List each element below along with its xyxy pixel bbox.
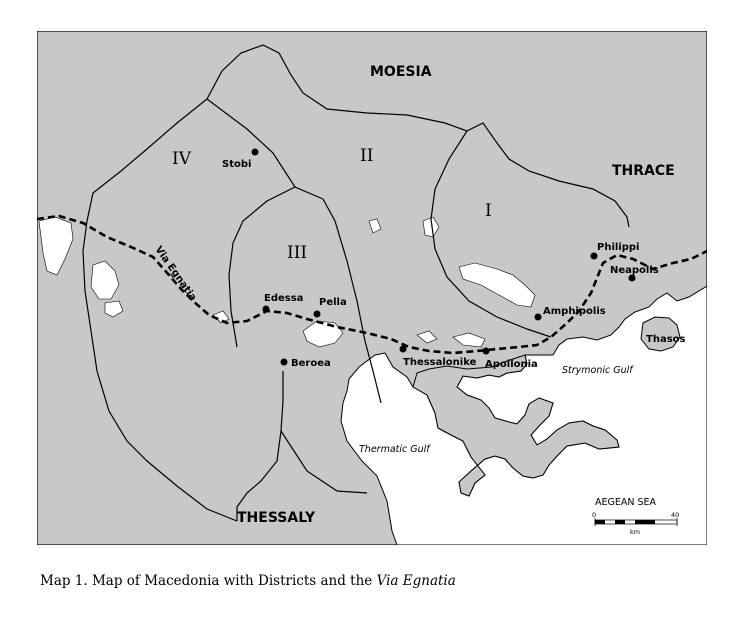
sea-label-aegean: AEGEAN SEA [595, 497, 657, 508]
beroea-marker [281, 359, 288, 366]
island-label-thasos: Thasos [646, 334, 686, 345]
district-label-2: II [360, 146, 374, 166]
caption-prefix: Map 1. Map of Macedonia with Districts and the [40, 573, 377, 589]
district-label-4: IV [172, 149, 191, 169]
scale-label-unit: km [630, 528, 641, 536]
apollonia-marker [483, 348, 490, 355]
region-label-thessaly: THESSALY [237, 510, 316, 526]
region-label-thrace: THRACE [612, 163, 675, 179]
stobi-marker [252, 149, 259, 156]
map-caption [40, 573, 456, 589]
scale-label-min: 0 [592, 511, 597, 519]
city-label-stobi: Stobi [222, 159, 252, 170]
city-label-apollonia: Apollonia [485, 359, 538, 370]
city-label-neapolis: Neapolis [610, 265, 659, 276]
thessalonike-marker [400, 346, 407, 353]
gulf-label-thermatic: Thermatic Gulf [359, 444, 430, 455]
macedonia-map [37, 31, 707, 545]
district-label-3: III [287, 243, 308, 263]
edessa-marker [263, 306, 270, 313]
city-label-thessalonike: Thessalonike [403, 357, 477, 368]
city-label-philippi: Philippi [597, 242, 640, 253]
scale-label-max: 40 [671, 511, 680, 519]
city-label-amphipolis: Amphipolis [543, 306, 606, 317]
region-label-moesia: MOESIA [370, 64, 432, 80]
city-label-pella: Pella [319, 297, 347, 308]
caption-emphasis: Via Egnatia [376, 573, 456, 589]
amphipolis-marker [535, 314, 542, 321]
philippi-marker [591, 253, 598, 260]
district-label-1: I [485, 201, 492, 221]
city-label-edessa: Edessa [264, 293, 304, 304]
map-frame [37, 31, 707, 545]
city-label-beroea: Beroea [291, 358, 331, 369]
pella-marker [314, 311, 321, 318]
gulf-label-strymonic: Strymonic Gulf [562, 365, 633, 376]
road-label-via-egnatia: Via Egnatia [152, 244, 199, 304]
